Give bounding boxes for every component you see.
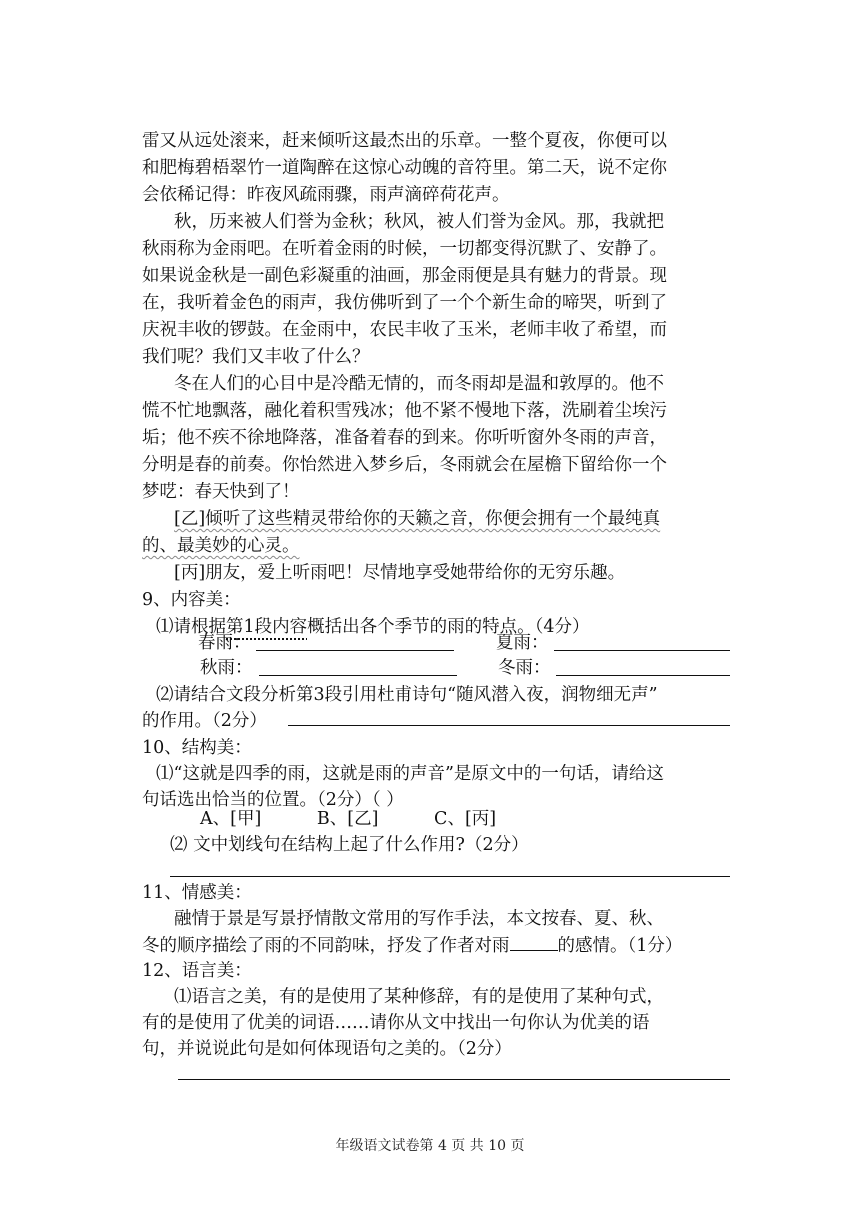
autumn-rain-answer-blank[interactable] xyxy=(259,675,457,676)
prompt-text: 冬的顺序描绘了雨的不同韵味，抒发了作者对雨 xyxy=(142,936,510,956)
underlined-sentence: 的、最美妙的心灵。 xyxy=(142,536,300,556)
passage-line: 垢；他不疾不徐地降落，准备着春的到来。你听听窗外冬雨的声音， xyxy=(142,428,667,448)
summer-rain-answer-blank[interactable] xyxy=(554,650,730,651)
question-10-heading: 10、结构美： xyxy=(142,738,252,758)
passage-line: 雷又从远处滚来，赶来倾听这最杰出的乐章。一整个夏夜，你便可以 xyxy=(142,131,667,151)
question-12-prompt: 句，并说说此句是如何体现语句之美的。（2分） xyxy=(142,1039,512,1059)
prompt-text: 的感情。（1分） xyxy=(557,936,683,956)
spring-rain-label: 春雨： xyxy=(198,633,251,653)
question-10-2-prompt: ⑵ 文中划线句在结构上起了什么作用?（2分） xyxy=(170,835,529,855)
passage-line: 会依稀记得：昨夜风疏雨骤，雨声滴碎荷花声。 xyxy=(142,185,510,205)
winter-rain-label: 冬雨： xyxy=(498,658,551,678)
question-12-answer-blank[interactable] xyxy=(178,1079,730,1080)
emphasis-dotted-text: 第1段内容 xyxy=(226,617,308,637)
question-11-prompt xyxy=(142,932,732,959)
page-footer: 年级语文试卷第 4 页 共 10 页 xyxy=(335,1138,525,1154)
question-10-1-prompt: 句话选出恰当的位置。（2分）（ ） xyxy=(142,790,404,810)
passage-line: 冬在人们的心目中是冷酷无情的，而冬雨却是温和敦厚的。他不 xyxy=(174,374,664,394)
question-12-prompt: 有的是使用了优美的词语……请你从文中找出一句你认为优美的语 xyxy=(142,1013,650,1033)
underlined-sentence: [乙]倾听了这些精灵带给你的天籁之音，你便会拥有一个最纯真 xyxy=(174,509,661,529)
passage-line: 在，我听着金色的雨声，我仿佛听到了一个个新生命的啼哭，听到了 xyxy=(142,293,667,313)
passage-line: 和肥梅碧梧翠竹一道陶醉在这惊心动魄的音符里。第二天，说不定你 xyxy=(142,158,667,178)
question-9-2-prompt: ⑵请结合文段分析第3段引用杜甫诗句“随风潜入夜，润物细无声” xyxy=(156,685,658,705)
passage-line: 秋，历来被人们誉为金秋；秋风，被人们誉为金风。那，我就把 xyxy=(174,212,664,232)
question-11-prompt: 融情于景是写景抒情散文常用的写作手法，本文按春、夏、秋、 xyxy=(174,909,664,929)
prompt-text: ⑴请根据 xyxy=(156,617,226,637)
passage-line: 分明是春的前奏。你怡然进入梦乡后，冬雨就会在屋檐下留给你一个 xyxy=(142,455,667,475)
question-12-prompt: ⑴语言之美，有的是使用了某种修辞，有的是使用了某种句式， xyxy=(174,987,664,1007)
question-10-2-answer-blank[interactable] xyxy=(170,876,730,877)
question-10-options[interactable]: A、[甲] B、[乙] C、[丙] xyxy=(200,809,497,829)
passage-line: 梦呓：春天快到了！ xyxy=(142,482,300,502)
question-11-heading: 11、情感美： xyxy=(142,883,252,903)
question-12-heading: 12、语言美： xyxy=(142,961,252,981)
prompt-text: 概括出各个季节的雨的特点。（4分） xyxy=(307,617,590,637)
autumn-rain-label: 秋雨： xyxy=(200,658,253,678)
spring-rain-answer-blank[interactable] xyxy=(256,650,454,651)
question-11-answer-blank[interactable] xyxy=(510,932,558,951)
passage-line: 慌不忙地飘落，融化着积雪残冰；他不紧不慢地下落，洗刷着尘埃污 xyxy=(142,401,667,421)
question-10-1-prompt: ⑴“这就是四季的雨，这就是雨的声音”是原文中的一句话，请给这 xyxy=(156,764,664,784)
question-9-2-prompt: 的作用。（2分） xyxy=(142,711,267,731)
passage-line: 如果说金秋是一副色彩凝重的油画，那金雨便是具有魅力的背景。现 xyxy=(142,266,667,286)
summer-rain-label: 夏雨： xyxy=(496,633,549,653)
passage-line: 我们呢？我们又丰收了什么？ xyxy=(142,347,370,367)
passage-line: 秋雨称为金雨吧。在听着金雨的时候，一切都变得沉默了、安静了。 xyxy=(142,239,667,259)
question-9-2-answer-blank[interactable] xyxy=(288,725,730,726)
passage-line-underlined xyxy=(174,506,764,532)
question-9-heading: 9、内容美： xyxy=(142,590,241,610)
passage-line-underlined xyxy=(142,533,732,559)
winter-rain-answer-blank[interactable] xyxy=(556,675,730,676)
passage-line: [丙]朋友，爱上听雨吧！尽情地享受她带给你的无穷乐趣。 xyxy=(174,563,626,583)
passage-line: 庆祝丰收的锣鼓。在金雨中，农民丰收了玉米，老师丰收了希望，而 xyxy=(142,320,667,340)
